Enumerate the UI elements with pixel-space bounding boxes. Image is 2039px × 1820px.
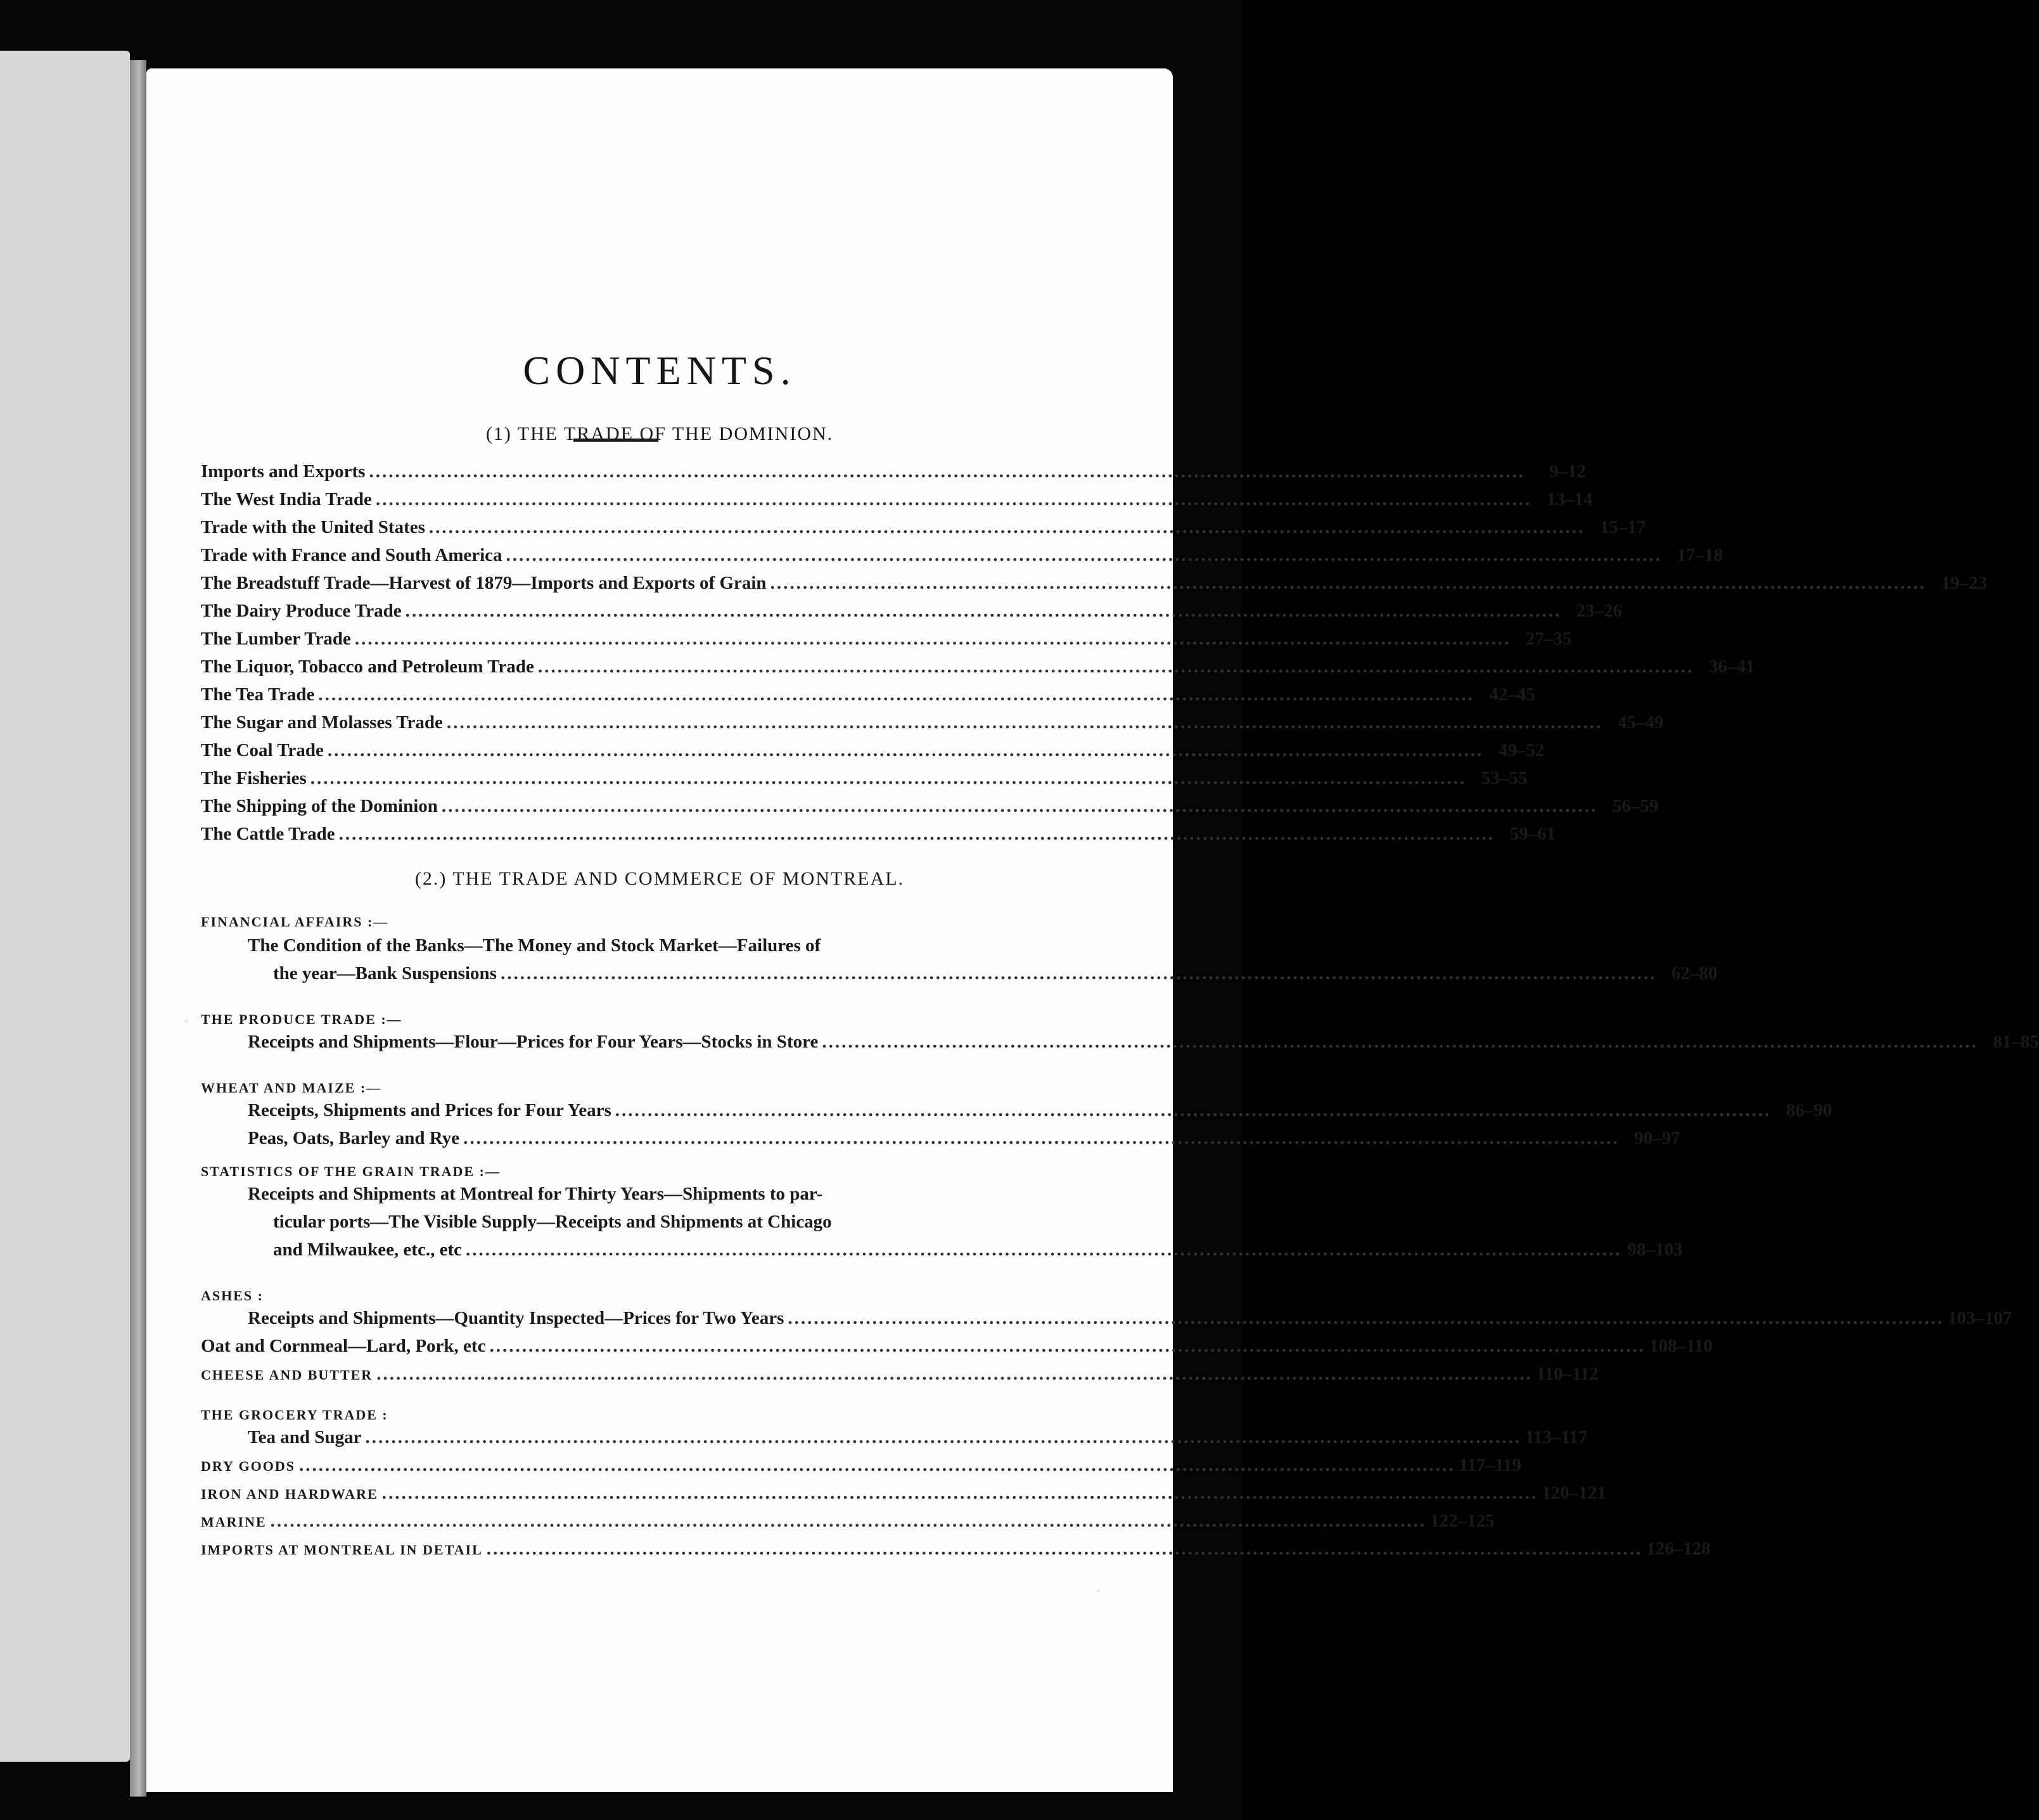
entry-title: Receipts and Shipments—Quantity Inspected—Prices for Two Years <box>248 1308 784 1328</box>
entry-pages: 122–125 <box>1430 1511 1495 1531</box>
leader-dots: .................................................................................................................................................................................. <box>489 1336 1646 1356</box>
toc-entry <box>201 1511 1495 1539</box>
category-ashes: ASHES : <box>201 1288 264 1304</box>
entry-pages: 36–41 <box>1708 657 1755 677</box>
entry-pages: 117–119 <box>1459 1455 1521 1475</box>
toc-entry <box>201 545 1723 573</box>
entry-pages: 49–52 <box>1498 740 1545 760</box>
category-financial-affairs: FINANCIAL AFFAIRS :— <box>201 914 389 930</box>
toc-entry <box>201 517 1646 545</box>
entry-pages: 62–80 <box>1671 963 1718 984</box>
entry-title: Trade with France and South America <box>201 545 502 565</box>
toc-entry <box>201 1336 1713 1364</box>
entry-title: The Breadstuff Trade—Harvest of 1879—Imports and Exports of Grain <box>201 573 767 593</box>
entry-pages: 56–59 <box>1612 796 1659 816</box>
toc-entry <box>201 796 1659 824</box>
category-grocery-trade: THE GROCERY TRADE : <box>201 1407 388 1423</box>
entry-pages: 17–18 <box>1677 545 1723 565</box>
leader-dots: .................................................................................................................................................................................. <box>338 824 1495 844</box>
leader-dots: .................................................................................................................................................................................. <box>463 1128 1620 1148</box>
category-produce-trade: THE PRODUCE TRADE :— <box>201 1011 402 1027</box>
category-wheat-and-maize: WHEAT AND MAIZE :— <box>201 1080 382 1096</box>
entry-title: IRON AND HARDWARE <box>201 1486 378 1502</box>
entry-title: The Lumber Trade <box>201 629 351 649</box>
leader-dots: .................................................................................................................................................................................. <box>500 963 1657 984</box>
toc-entry <box>248 963 1718 991</box>
toc-entry <box>201 573 1988 601</box>
entry-pages: 86–90 <box>1786 1100 1832 1120</box>
entry-title: Receipts, Shipments and Prices for Four Years <box>248 1100 611 1120</box>
entry-line: The Condition of the Banks—The Money and Stock Market—Failures of <box>248 935 821 956</box>
page-title: CONTENTS. <box>523 348 796 393</box>
entry-title: IMPORTS AT MONTREAL IN DETAIL <box>201 1542 483 1558</box>
entry-title: Receipts and Shipments—Flour—Prices for Four Years—Stocks in Store <box>248 1032 819 1052</box>
entry-pages: 113–117 <box>1524 1427 1588 1447</box>
leader-dots: .................................................................................................................................................................................. <box>466 1240 1622 1260</box>
entry-pages: 59–61 <box>1509 824 1556 844</box>
section-heading-montreal: (2.) THE TRADE AND COMMERCE OF MONTREAL. <box>414 868 905 889</box>
entry-title: the year—Bank Suspensions <box>273 963 497 984</box>
entry-title: The Shipping of the Dominion <box>201 796 438 816</box>
section-heading-dominion: (1) THE TRADE OF THE DOMINION. <box>485 423 834 444</box>
entry-title: Trade with the United States <box>201 517 425 537</box>
leader-dots: .................................................................................................................................................................................. <box>506 545 1663 565</box>
entry-title: DRY GOODS <box>201 1458 296 1474</box>
contents-page <box>146 68 2039 1792</box>
entry-pages: 103–107 <box>1947 1308 2012 1328</box>
toc-entry <box>201 768 1528 796</box>
entry-pages: 90–97 <box>1634 1128 1680 1148</box>
entry-pages: 81–85 <box>1993 1032 2039 1052</box>
toc-entry <box>201 657 1755 684</box>
paper-speck <box>1097 1589 1100 1592</box>
toc-entry <box>201 629 1572 657</box>
leader-dots: .................................................................................................................................................................................. <box>441 796 1598 816</box>
paper-speck <box>184 1019 188 1023</box>
entry-pages: 53–55 <box>1481 768 1528 788</box>
leader-dots: .................................................................................................................................................................................. <box>788 1308 1944 1328</box>
leader-dots: .................................................................................................................................................................................. <box>327 740 1484 760</box>
leader-dots: .................................................................................................................................................................................. <box>428 517 1585 537</box>
entry-pages: 27–35 <box>1525 629 1572 649</box>
leader-dots: .................................................................................................................................................................................. <box>354 629 1511 649</box>
toc-entry <box>201 1364 1599 1392</box>
toc-entry <box>248 1032 2039 1060</box>
entry-title: Tea and Sugar <box>248 1427 362 1447</box>
leader-dots: .................................................................................................................................................................................. <box>537 657 1694 677</box>
toc-entry <box>201 461 1586 489</box>
toc-entry <box>201 1455 1521 1483</box>
entry-title: The Fisheries <box>201 768 307 788</box>
entry-pages: 19–23 <box>1941 573 1988 593</box>
toc-entry <box>201 684 1535 712</box>
entry-title: CHEESE AND BUTTER <box>201 1367 373 1383</box>
entry-title: The West India Trade <box>201 489 372 509</box>
toc-entry <box>248 1100 1832 1128</box>
toc-entry <box>201 601 1623 629</box>
leader-dots: .................................................................................................................................................................................. <box>376 1364 1533 1384</box>
entry-pages: 9–12 <box>1549 461 1586 482</box>
entry-pages: 42–45 <box>1489 684 1535 705</box>
leader-dots: .................................................................................................................................................................................. <box>369 461 1525 482</box>
toc-entry <box>248 1427 1588 1455</box>
entry-pages: 110–112 <box>1536 1364 1599 1384</box>
entry-title: and Milwaukee, etc., etc <box>273 1240 462 1260</box>
entry-title: The Cattle Trade <box>201 824 335 844</box>
entry-title: The Sugar and Molasses Trade <box>201 712 443 733</box>
leader-dots: .................................................................................................................................................................................. <box>375 489 1532 509</box>
entry-title: The Liquor, Tobacco and Petroleum Trade <box>201 657 534 677</box>
leader-dots: .................................................................................................................................................................................. <box>310 768 1467 788</box>
entry-pages: 13–14 <box>1546 489 1593 509</box>
toc-entry <box>248 1128 1680 1156</box>
entry-title: MARINE <box>201 1514 267 1530</box>
entry-line: Receipts and Shipments at Montreal for Thirty Years—Shipments to par- <box>248 1184 823 1204</box>
toc-entry <box>201 489 1593 517</box>
entry-pages: 98–103 <box>1627 1240 1683 1260</box>
entry-title: Oat and Cornmeal—Lard, Pork, etc <box>201 1336 486 1356</box>
leader-dots: .................................................................................................................................................................................. <box>770 573 1927 593</box>
leader-dots: .................................................................................................................................................................................. <box>446 712 1603 733</box>
toc-entry <box>201 740 1545 768</box>
entry-pages: 108–110 <box>1649 1336 1713 1356</box>
leader-dots: .................................................................................................................................................................................. <box>299 1455 1455 1475</box>
leader-dots: .................................................................................................................................................................................. <box>822 1032 1978 1052</box>
leader-dots: .................................................................................................................................................................................. <box>365 1427 1521 1447</box>
entry-pages: 126–128 <box>1646 1539 1711 1559</box>
entry-pages: 120–121 <box>1542 1483 1606 1503</box>
toc-entry <box>248 1308 2012 1336</box>
entry-pages: 15–17 <box>1599 517 1646 537</box>
entry-title: Imports and Exports <box>201 461 366 482</box>
category-grain-trade-statistics: STATISTICS OF THE GRAIN TRADE :— <box>201 1163 501 1179</box>
book-spine <box>130 60 146 1797</box>
toc-entry <box>201 824 1556 852</box>
toc-entry <box>201 712 1664 740</box>
leader-dots: .................................................................................................................................................................................. <box>381 1483 1538 1503</box>
leader-dots: .................................................................................................................................................................................. <box>270 1511 1427 1531</box>
entry-line: ticular ports—The Visible Supply—Receipts and Shipments at Chicago <box>273 1212 832 1232</box>
entry-title: The Coal Trade <box>201 740 324 760</box>
entry-title: The Tea Trade <box>201 684 315 705</box>
leader-dots: .................................................................................................................................................................................. <box>615 1100 1772 1120</box>
entry-title: Peas, Oats, Barley and Rye <box>248 1128 460 1148</box>
entry-pages: 23–26 <box>1576 601 1623 621</box>
entry-pages: 45–49 <box>1617 712 1664 733</box>
leader-dots: .................................................................................................................................................................................. <box>486 1539 1643 1559</box>
toc-entry <box>201 1539 1711 1567</box>
leader-dots: .................................................................................................................................................................................. <box>405 601 1562 621</box>
facing-page-edge <box>0 51 130 1762</box>
toc-entry <box>201 1483 1606 1511</box>
toc-entry <box>248 1240 1683 1267</box>
entry-title: The Dairy Produce Trade <box>201 601 402 621</box>
leader-dots: .................................................................................................................................................................................. <box>318 684 1474 705</box>
